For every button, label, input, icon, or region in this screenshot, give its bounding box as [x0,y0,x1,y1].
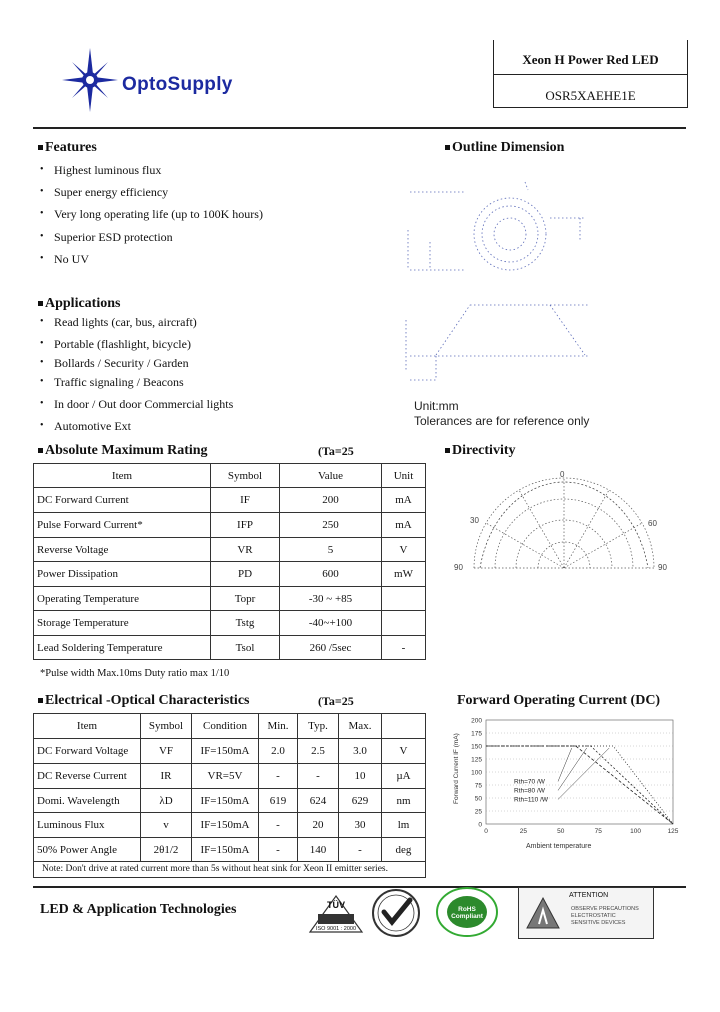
chart-title: Forward Operating Current (DC) [457,693,661,708]
cell [382,587,426,611]
cell: µA [382,764,426,789]
abs-max-condition: (Ta=25 [318,444,354,458]
x-tick-label: 125 [667,828,679,835]
cell: Pulse Forward Current* [34,513,211,538]
cert-tuv-text: TÜV [327,900,345,910]
attention-line: ELECTROSTATIC [571,913,616,919]
outline-drawing [400,170,600,395]
company-name: OptoSupply [122,74,233,95]
list-item: • No UV [54,252,89,267]
angle-label: 90 [454,563,463,572]
y-tick-label: 25 [474,808,482,816]
cell: -30 ~ +85 [280,587,382,611]
list-item: • Automotive Ext [54,419,131,434]
cell: - [382,636,426,660]
tolerance-note: Tolerances are for reference only [414,414,590,428]
cell: Tsol [211,636,280,660]
list-item: • Superior ESD protection [54,230,173,245]
column-header: Symbol [141,714,192,739]
y-tick-label: 175 [471,730,482,738]
cell: 30 [339,813,382,838]
column-header [382,714,426,739]
cell: VR=5V [192,764,259,789]
cell: 140 [298,838,339,862]
column-header: Unit [382,464,426,488]
cell: V [382,739,426,764]
cell: - [259,838,298,862]
cell: IF=150mA [192,838,259,862]
y-tick-label: 50 [474,795,482,803]
legend-leader [558,748,609,799]
eo-table [33,713,426,862]
cell: mA [382,488,426,513]
checkmark-cert-icon [370,888,422,938]
column-header: Symbol [211,464,280,488]
cell: nm [382,789,426,813]
x-axis-label: Ambient temperature [526,843,592,850]
cell: VF [141,739,192,764]
attention-title: ATTENTION [569,892,609,899]
unit-note: Unit:mm [414,399,459,413]
cell: Lead Soldering Temperature [34,636,211,660]
division-name: LED & Application Technologies [40,902,237,917]
cell: Luminous Flux [34,813,141,838]
company-logo [62,48,118,117]
abs-max-heading: Absolute Maximum Rating [38,443,208,459]
list-item: • Traffic signaling / Beacons [54,375,184,390]
cell: IF [211,488,280,513]
cell: IR [141,764,192,789]
cell: Topr [211,587,280,611]
column-header: Min. [259,714,298,739]
cell: 619 [259,789,298,813]
cell: Operating Temperature [34,587,211,611]
cell: 250 [280,513,382,538]
cell: 260 /5sec [280,636,382,660]
legend-label: Rth=80 /W [514,787,545,795]
cell: VR [211,538,280,562]
legend-leader [558,748,587,790]
title-box [493,40,688,108]
cert-iso-text: ISO 9001 : 2000 [315,926,357,932]
attention-line: SENSITIVE DEVICES [571,920,626,926]
table-row [34,739,426,764]
tuv-cert-logo [306,892,366,936]
cell: DC Reverse Current [34,764,141,789]
esd-warning-icon [525,896,561,930]
column-header: Max. [339,714,382,739]
cell: Tstg [211,611,280,636]
column-header: Item [34,464,211,488]
cell: Domi. Wavelength [34,789,141,813]
angle-label: 0 [560,470,565,479]
cell: Reverse Voltage [34,538,211,562]
rohs-text: RoHS Compliant [451,906,483,920]
table-row [34,838,426,862]
column-header: Item [34,714,141,739]
cell: V [382,538,426,562]
cell: IFP [211,513,280,538]
cell: - [259,764,298,789]
table-row [34,636,426,660]
cell: 3.0 [339,739,382,764]
x-tick-label: 100 [630,828,642,835]
applications-heading: Applications [38,296,120,312]
logo-star-icon [62,48,118,112]
table-row [34,764,426,789]
directivity-diagram [450,470,680,580]
eo-heading: Electrical -Optical Characteristics [38,693,249,709]
y-axis-label: Forward Current IF (mA) [453,733,460,804]
table-row [34,587,426,611]
cell: deg [382,838,426,862]
cell: - [298,764,339,789]
cell: 200 [280,488,382,513]
angle-label: 30 [470,516,479,525]
abs-max-footnote: *Pulse width Max.10ms Duty ratio max 1/10 [40,668,230,679]
cell: 629 [339,789,382,813]
table-row [34,611,426,636]
table-row [34,513,426,538]
angle-label: 60 [648,519,657,528]
cell: 20 [298,813,339,838]
list-item: • Read lights (car, bus, aircraft) [54,315,197,330]
table-header-row [34,714,426,739]
cell: mW [382,562,426,587]
cell: mA [382,513,426,538]
cell: IF=150mA [192,739,259,764]
x-tick-label: 75 [594,828,602,835]
header-divider [33,127,686,129]
attention-line: OBSERVE PRECAUTIONS [571,906,639,912]
cell: 624 [298,789,339,813]
y-tick-label: 200 [471,717,482,725]
column-header: Typ. [298,714,339,739]
directivity-heading: Directivity [445,443,516,459]
table-row [34,813,426,838]
esd-attention-box [518,887,654,939]
features-heading: Features [38,140,97,156]
x-tick-label: 0 [484,828,488,835]
table-header-row [34,464,426,488]
cell: 600 [280,562,382,587]
cell: IF=150mA [192,789,259,813]
list-item: • Highest luminous flux [54,163,161,178]
y-tick-label: 100 [471,769,482,777]
cell: 10 [339,764,382,789]
cell [382,611,426,636]
list-item: • Portable (flashlight, bicycle) [54,337,191,352]
list-item: • Bollards / Security / Garden [54,356,189,371]
cell: -40~+100 [280,611,382,636]
eo-note: Note: Don't drive at rated current more than 5s without heat sink for Xeon II emitter series. [33,862,426,878]
eo-condition: (Ta=25 [318,694,354,708]
y-tick-label: 125 [471,756,482,764]
cell: 50% Power Angle [34,838,141,862]
list-item: • Very long operating life (up to 100K hours) [54,207,263,222]
forward-current-chart [448,712,688,857]
cell: lm [382,813,426,838]
column-header: Condition [192,714,259,739]
cell: v [141,813,192,838]
cell: - [339,838,382,862]
attention-text [571,906,639,927]
y-tick-label: 150 [471,743,482,751]
cell: DC Forward Current [34,488,211,513]
cell: 5 [280,538,382,562]
angle-label: 90 [658,563,667,572]
table-row [34,488,426,513]
product-title: Xeon H Power Red LED [522,52,659,67]
cell: 2θ1/2 [141,838,192,862]
cell: 2.0 [259,739,298,764]
column-header: Value [280,464,382,488]
outline-heading: Outline Dimension [445,140,564,156]
rohs-logo [433,886,501,938]
cell: PD [211,562,280,587]
cell: λD [141,789,192,813]
y-tick-label: 0 [478,821,482,829]
table-row [34,562,426,587]
x-tick-label: 25 [519,828,528,835]
legend-leader [558,748,572,781]
part-number: OSR5XAEHE1E [545,88,636,103]
table-row [34,789,426,813]
cell: Power Dissipation [34,562,211,587]
table-row [34,538,426,562]
cell: DC Forward Voltage [34,739,141,764]
abs-max-table [33,463,426,660]
list-item: • In door / Out door Commercial lights [54,397,233,412]
cell: Storage Temperature [34,611,211,636]
cell: - [259,813,298,838]
y-tick-label: 75 [474,782,482,790]
x-tick-label: 50 [557,828,565,835]
legend-label: Rth=110 /W [514,796,549,804]
cell: 2.5 [298,739,339,764]
legend-label: Rth=70 /W [514,778,545,786]
list-item: • Super energy efficiency [54,185,168,200]
cell: IF=150mA [192,813,259,838]
